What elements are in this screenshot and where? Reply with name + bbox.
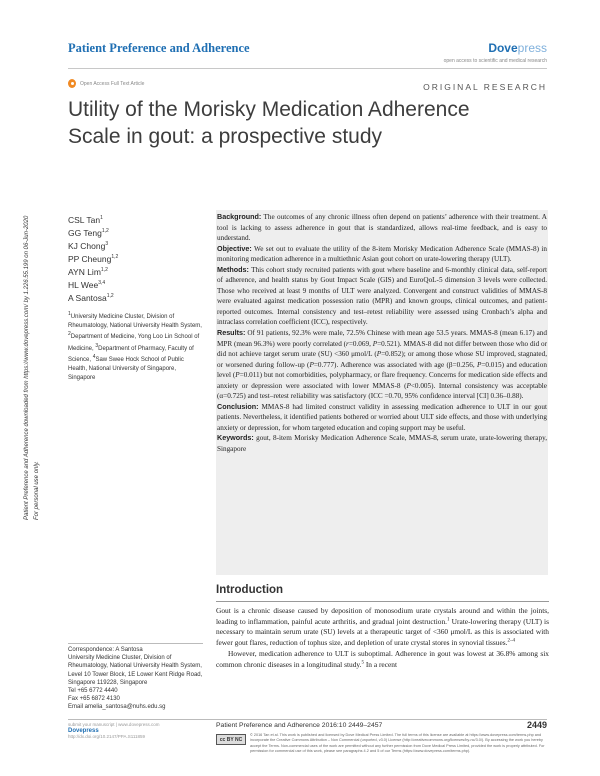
download-note-line1: Patient Preference and Adherence downloaded from https://www.dovepress.com/ by 1.226.55.199 on 06-Jun-2020 — [24, 215, 30, 520]
citation-ref[interactable]: 5 — [361, 660, 364, 666]
publisher-tagline: open access to scientific and medical research — [443, 58, 547, 64]
introduction-rule — [216, 601, 549, 602]
download-note — [14, 140, 44, 520]
text: However, medication adherence to ULT is suboptimal. Adherence in gout was lowest at 36.8% among six common chronic diseases in a longitudinal study. — [216, 648, 549, 669]
abstract-objective — [217, 244, 547, 265]
author-name: KJ Chong — [68, 241, 106, 251]
author-sup: 3,4 — [98, 280, 106, 287]
author-name: PP Cheung — [68, 254, 112, 264]
label: Background: — [217, 212, 262, 221]
stat-symbol: P — [406, 381, 411, 390]
affil-2: Department of Medicine, Yong Loo Lin School of Medicine, — [68, 334, 200, 352]
correspondence-address: University Medicine Cluster, Division of Rheumatology, National University Health System, Level 10 Tower Block, 1E Lower Kent Ridge Road, Singapore 119228, Singapore — [68, 655, 203, 686]
correspondence — [68, 646, 203, 712]
section-tag: ORIGINAL RESEARCH — [423, 82, 547, 92]
author — [68, 240, 118, 253]
text: <0.005). Internal consistency was acceptable (α=0.725) and test–retest reliability was satisfactory (ICC =0.70, 95% confidence interval [CI] 0.36–0.88). — [217, 381, 547, 401]
author-name: CSL Tan — [68, 215, 101, 225]
text: =0.069, — [348, 339, 373, 348]
label: Objective: — [217, 243, 252, 253]
label: Methods: — [217, 264, 249, 274]
page-number: 2449 — [526, 720, 547, 730]
license-text: © 2016 Tan et al. This work is published and licensed by Dove Medical Press Limited. The full terms of this license are available at https://www.dovepress.com/terms.php and incorporate the Creative Commons Attribution – Non Commercial (unported, v3.0) License (http://creativecommons.org/licenses/by-nc/3.0/). By accessing the work you hereby accept the Terms. Non-commercial uses of the work are permitted without any further permission from Dove Medical Press Limited, provided the work is properly attributed. For permission for commercial use of this work, please see paragraphs 4.2 and 5 of our Terms (https://www.dovepress.com/terms.php). — [250, 733, 545, 754]
cc-license-icon[interactable]: cc BY NC — [216, 734, 246, 745]
author-name: A Santosa — [68, 293, 107, 303]
author — [68, 266, 118, 279]
correspondence-label: Correspondence: A Santosa — [68, 647, 143, 653]
author-sup: 1 — [100, 215, 103, 222]
stat-symbol: P — [309, 360, 314, 369]
text: =0.777). Adherence was associated with age (β=0.256, — [313, 360, 477, 369]
citation-ref[interactable]: 2–4 — [507, 638, 515, 644]
article-title: Utility of the Morisky Medication Adherence Scale in gout: a prospective study — [68, 98, 470, 148]
text: The outcomes of any chronic illness often depend on patients’ adherence with their treatment. A tool is lacking to assess adherence in gout that is standardized, allows real-time feedback, and is easy to understand. — [217, 213, 547, 243]
footer-rule — [68, 719, 547, 720]
text: Urate-lowering therapy (ULT) is necessary to maintain serum urate (SU) levels at a therapeutic target of <360 μmol/L as this is associated with fewer gout flares, reduction of tophus size, and depletion of urate crystal stores in synovial tissues. — [216, 616, 549, 648]
correspondence-tel: Tel +65 6772 4440 — [68, 688, 118, 695]
logo-press: press — [517, 41, 547, 55]
text: =0.011) but not comorbidities, polypharmacy, or flare frequency. Concerns for medication side effects and anxiety or depression were associated with lower MMAS-8 ( — [217, 371, 547, 390]
author-sup: 3 — [105, 241, 109, 248]
text: Of 91 patients, 92.3% were male, 72.5% Chinese with mean age 53.5 years. MMAS-8 (mean 6.17) and MPR (mean 96.3%) were poorly correlated ( — [217, 329, 547, 348]
introduction-body — [216, 606, 549, 670]
author-sup: 1,2 — [111, 254, 119, 261]
citation-ref[interactable]: 1 — [447, 617, 450, 623]
label: Keywords: — [217, 433, 254, 443]
journal-title: Patient Preference and Adherence — [68, 41, 250, 55]
stat-symbol: P — [376, 350, 382, 359]
stat-symbol: r — [346, 339, 349, 348]
correspondence-fax: Fax +65 6872 4130 — [68, 696, 120, 703]
open-access-label: Open Access Full Text Article — [80, 80, 145, 87]
dovepress-logo[interactable] — [488, 41, 547, 55]
text: =0.852); or among those whose SU improved, stagnated, or worsened during follow-up ( — [217, 350, 547, 369]
text: This cohort study recruited patients with gout where baseline and 6-monthly clinical data, self-report of adherence, and health status by Gout Impact Scale (GIS) and EuroQoL-5 dimension 3 levels were collected. Those who received at least 9 months of ULT were analyzed. Convergent and construct validities of MMAS-8 were evaluated against medication possession ratio (MPR) and known groups, clinical outcomes, and patient-reported outcomes. Internal consistency and test–retest reliability were assessed using Cronbach’s alpha and intraclass correlation coefficient (ICC), respectively. — [217, 265, 547, 327]
footer-citation: Patient Preference and Adherence 2016:10 2449–2457 — [216, 722, 383, 729]
author-name: AYN Lim — [68, 267, 101, 277]
affil-sup: 3 — [95, 342, 99, 349]
author-name: HL Wee — [68, 280, 99, 290]
author — [68, 292, 118, 305]
stat-symbol: P — [372, 339, 378, 348]
open-access-row — [68, 79, 144, 88]
affiliations — [68, 310, 203, 382]
open-access-icon — [68, 79, 76, 88]
abstract-keywords — [217, 433, 547, 454]
affil-sup: 2 — [68, 331, 71, 338]
abstract-background — [217, 212, 547, 244]
author — [68, 279, 118, 292]
intro-paragraph — [216, 649, 549, 670]
author — [68, 227, 118, 240]
label: Conclusion: — [217, 401, 259, 411]
text: =0.521). MMAS-8 did not differ between those who did or did not achieve target serum urate (SU) <360 μmol/L ( — [217, 339, 547, 359]
abstract-conclusion — [217, 402, 547, 434]
text: MMAS-8 had limited construct validity in assessing medication adherence to ULT in our gout patients. Nevertheless, it identified patients bothered or worried about ULT side effects, and those with underlying anxiety or depression, for whom targeted education and coping support may be useful. — [217, 402, 547, 432]
abstract-results — [217, 328, 547, 402]
abstract — [217, 212, 547, 455]
affil-4: Saw Swee Hock School of Public Health, National University of Singapore, Singapore — [68, 357, 184, 381]
affil-sup: 4 — [92, 354, 96, 361]
doi-link[interactable]: http://dx.doi.org/10.2147/PPA.S111859 — [68, 734, 146, 740]
affil-sup: 1 — [68, 311, 71, 317]
text: We set out to evaluate the utility of the 8-item Morisky Medication Adherence Scale (MMAS-8) in monitoring medication adherence in a multiethnic Asian gout cohort on urate-lowering therapy (ULT). — [217, 244, 547, 264]
affil-1: University Medicine Cluster, Division of Rheumatology, National University Health System, — [68, 314, 202, 329]
author-sup: 1,2 — [106, 293, 114, 300]
stat-symbol: P — [476, 360, 482, 369]
correspondence-rule — [68, 643, 203, 644]
text: In a recent — [363, 659, 397, 669]
text: gout, 8-item Morisky Medication Adherence Scale, MMAS-8, serum urate, urate-lowering therapy, Singapore — [217, 434, 547, 454]
text: Gout is a chronic disease caused by deposition of monosodium urate crystals around and within the joints, leading to inflammation, painful acute arthritis, and gradual joint destruction. — [216, 606, 549, 626]
footer-left — [68, 722, 208, 741]
author-sup: 1,2 — [101, 228, 109, 235]
header-divider — [68, 68, 547, 69]
submit-link[interactable]: submit your manuscript | www.dovepress.com — [68, 722, 160, 727]
logo-dove: Dove — [488, 41, 518, 55]
author-name: GG Teng — [68, 228, 102, 238]
affil-3: Department of Pharmacy, Faculty of Science, — [68, 345, 194, 364]
intro-paragraph — [216, 606, 549, 649]
correspondence-email[interactable]: Email amelia_santosa@nuhs.edu.sg — [68, 704, 166, 711]
label: Results: — [217, 328, 246, 338]
abstract-methods — [217, 265, 547, 328]
text: =0.015) and education level ( — [217, 360, 547, 380]
author-sup: 1,2 — [100, 267, 108, 274]
footer-dovepress-logo[interactable]: Dovepress — [68, 728, 99, 735]
author — [68, 214, 118, 227]
author — [68, 253, 118, 266]
introduction-heading: Introduction — [216, 584, 284, 596]
download-note-line2: For personal use only. — [34, 461, 40, 520]
author-list — [68, 214, 118, 305]
stat-symbol: P — [235, 371, 240, 380]
